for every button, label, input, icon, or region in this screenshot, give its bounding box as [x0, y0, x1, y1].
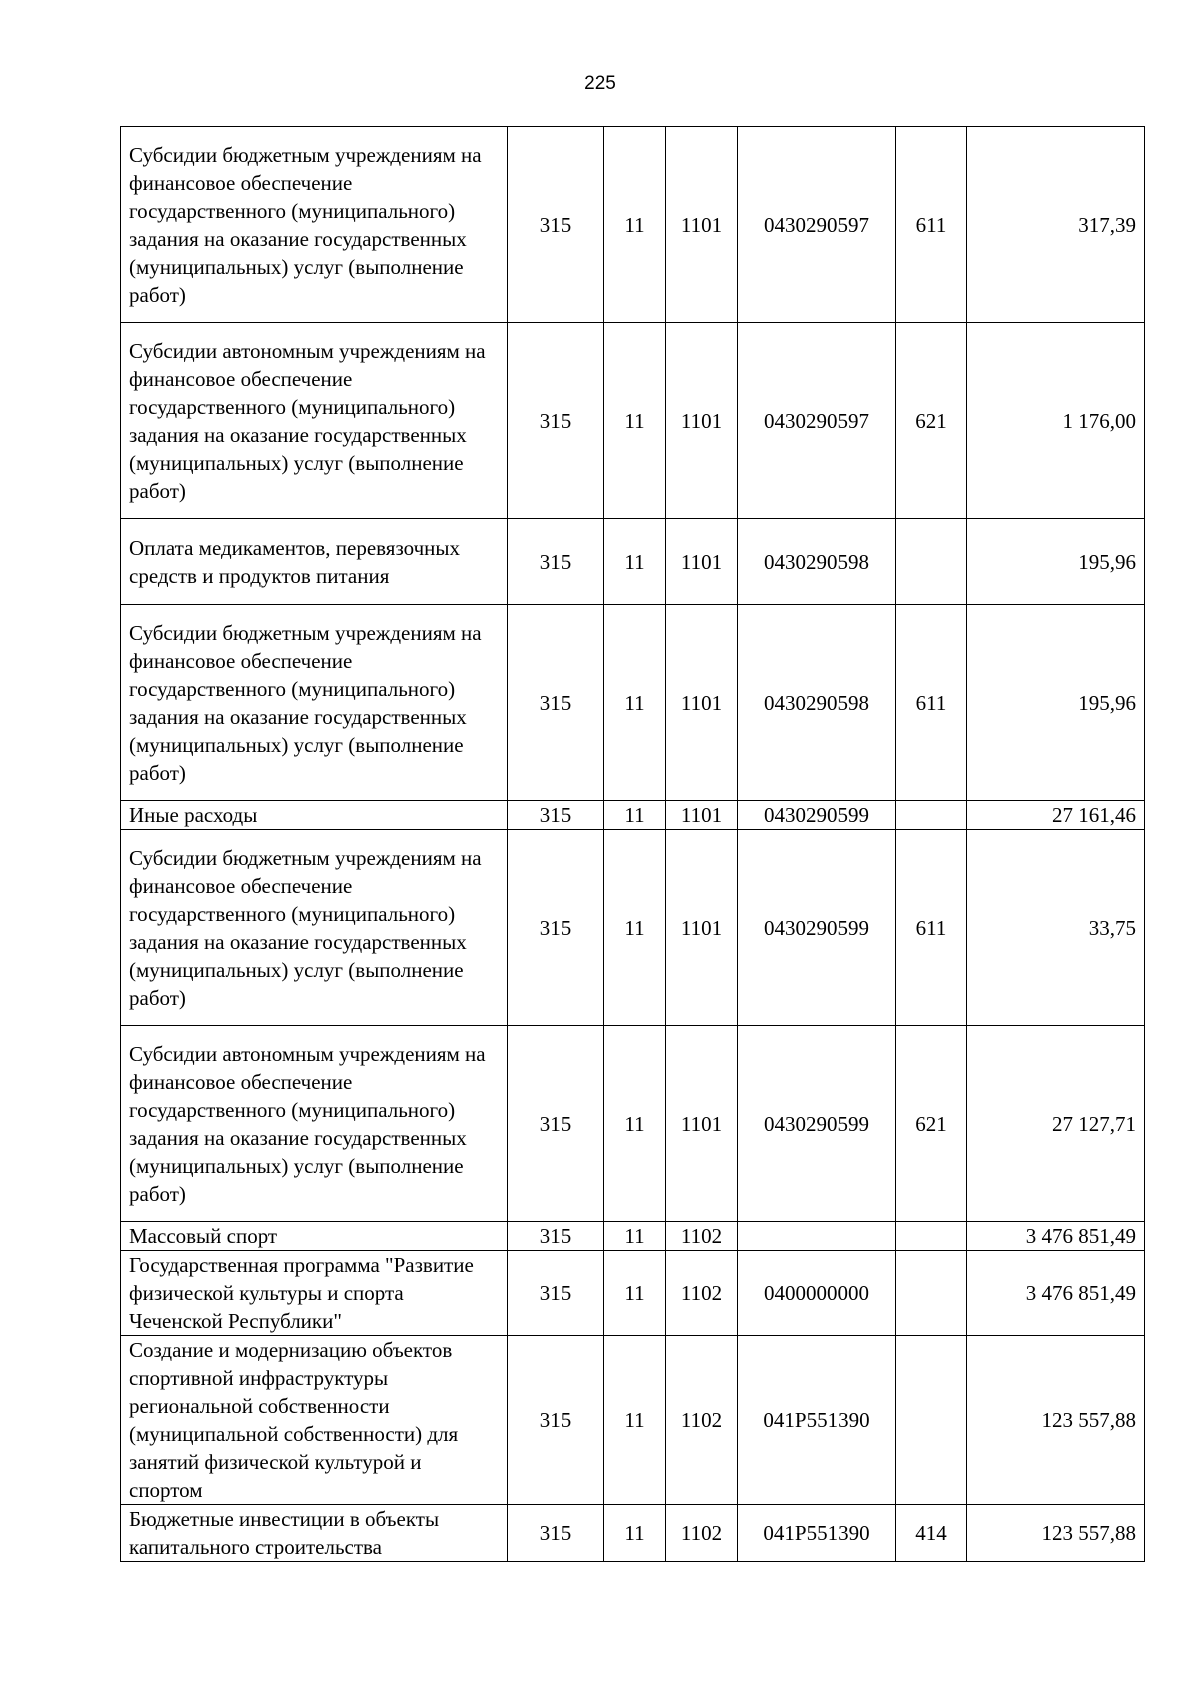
row-rz: 11: [604, 605, 666, 801]
row-amount: 33,75: [967, 830, 1145, 1026]
row-vr: 621: [896, 323, 967, 519]
row-pr: 1101: [666, 1026, 738, 1222]
row-name: Субсидии бюджетным учреждениям на финансовое обеспечение государственного (муниципального) задания на оказание государственных (муниципальных) услуг (выполнение работ): [121, 830, 508, 1026]
row-ved: 315: [508, 127, 604, 323]
budget-table: [120, 126, 1145, 1562]
row-amount: 3 476 851,49: [967, 1251, 1145, 1336]
row-name: Субсидии автономным учреждениям на финансовое обеспечение государственного (муниципального) задания на оказание государственных (муниципальных) услуг (выполнение работ): [121, 1026, 508, 1222]
row-rz: 11: [604, 1026, 666, 1222]
row-csr: 0430290599: [738, 801, 896, 830]
row-amount: 317,39: [967, 127, 1145, 323]
row-ved: 315: [508, 605, 604, 801]
row-amount: 195,96: [967, 519, 1145, 605]
row-ved: 315: [508, 1251, 604, 1336]
row-name: Государственная программа "Развитие физической культуры и спорта Чеченской Республики": [121, 1251, 508, 1336]
row-amount: 27 161,46: [967, 801, 1145, 830]
row-pr: 1102: [666, 1336, 738, 1505]
row-name: Субсидии бюджетным учреждениям на финансовое обеспечение государственного (муниципального) задания на оказание государственных (муниципальных) услуг (выполнение работ): [121, 127, 508, 323]
table-row: [121, 1505, 1145, 1562]
row-pr: 1101: [666, 605, 738, 801]
row-rz: 11: [604, 830, 666, 1026]
row-pr: 1101: [666, 323, 738, 519]
row-amount: 123 557,88: [967, 1505, 1145, 1562]
row-rz: 11: [604, 323, 666, 519]
row-vr: 414: [896, 1505, 967, 1562]
row-vr: [896, 1336, 967, 1505]
row-ved: 315: [508, 801, 604, 830]
row-rz: 11: [604, 1251, 666, 1336]
row-name: Оплата медикаментов, перевязочных средств и продуктов питания: [121, 519, 508, 605]
row-ved: 315: [508, 830, 604, 1026]
row-pr: 1101: [666, 801, 738, 830]
row-name: Бюджетные инвестиции в объекты капитального строительства: [121, 1505, 508, 1562]
row-rz: 11: [604, 1336, 666, 1505]
table-row: [121, 519, 1145, 605]
row-amount: 195,96: [967, 605, 1145, 801]
table-row: [121, 605, 1145, 801]
row-vr: [896, 801, 967, 830]
row-pr: 1102: [666, 1251, 738, 1336]
row-pr: 1102: [666, 1222, 738, 1251]
table-row: [121, 830, 1145, 1026]
table-row: [121, 1251, 1145, 1336]
row-name: Субсидии бюджетным учреждениям на финансовое обеспечение государственного (муниципального) задания на оказание государственных (муниципальных) услуг (выполнение работ): [121, 605, 508, 801]
row-csr: 041P551390: [738, 1505, 896, 1562]
row-ved: 315: [508, 1222, 604, 1251]
row-ved: 315: [508, 1026, 604, 1222]
row-name: Иные расходы: [121, 801, 508, 830]
row-amount: 1 176,00: [967, 323, 1145, 519]
table-row: [121, 1222, 1145, 1251]
row-vr: 611: [896, 830, 967, 1026]
table-row: [121, 1336, 1145, 1505]
table-row: [121, 1026, 1145, 1222]
row-csr: 041P551390: [738, 1336, 896, 1505]
row-csr: 0430290598: [738, 605, 896, 801]
row-name: Субсидии автономным учреждениям на финансовое обеспечение государственного (муниципального) задания на оказание государственных (муниципальных) услуг (выполнение работ): [121, 323, 508, 519]
row-pr: 1102: [666, 1505, 738, 1562]
row-csr: 0430290599: [738, 1026, 896, 1222]
row-rz: 11: [604, 801, 666, 830]
row-vr: [896, 1251, 967, 1336]
row-ved: 315: [508, 1336, 604, 1505]
row-rz: 11: [604, 127, 666, 323]
row-amount: 123 557,88: [967, 1336, 1145, 1505]
table-row: [121, 801, 1145, 830]
page-number: 225: [584, 73, 616, 94]
row-vr: 611: [896, 127, 967, 323]
row-csr: 0430290597: [738, 127, 896, 323]
table-row: [121, 127, 1145, 323]
row-ved: 315: [508, 519, 604, 605]
row-csr: [738, 1222, 896, 1251]
row-pr: 1101: [666, 830, 738, 1026]
row-pr: 1101: [666, 519, 738, 605]
row-vr: 621: [896, 1026, 967, 1222]
row-amount: 3 476 851,49: [967, 1222, 1145, 1251]
row-rz: 11: [604, 1505, 666, 1562]
row-csr: 0430290598: [738, 519, 896, 605]
row-vr: [896, 1222, 967, 1251]
row-ved: 315: [508, 323, 604, 519]
row-csr: 0430290599: [738, 830, 896, 1026]
row-amount: 27 127,71: [967, 1026, 1145, 1222]
row-csr: 0430290597: [738, 323, 896, 519]
row-name: Массовый спорт: [121, 1222, 508, 1251]
row-rz: 11: [604, 1222, 666, 1251]
row-vr: [896, 519, 967, 605]
row-ved: 315: [508, 1505, 604, 1562]
row-rz: 11: [604, 519, 666, 605]
row-name: Создание и модернизацию объектов спортивной инфраструктуры региональной собственности (муниципальной собственности) для занятий физической культурой и спортом: [121, 1336, 508, 1505]
row-vr: 611: [896, 605, 967, 801]
row-pr: 1101: [666, 127, 738, 323]
table-row: [121, 323, 1145, 519]
row-csr: 0400000000: [738, 1251, 896, 1336]
